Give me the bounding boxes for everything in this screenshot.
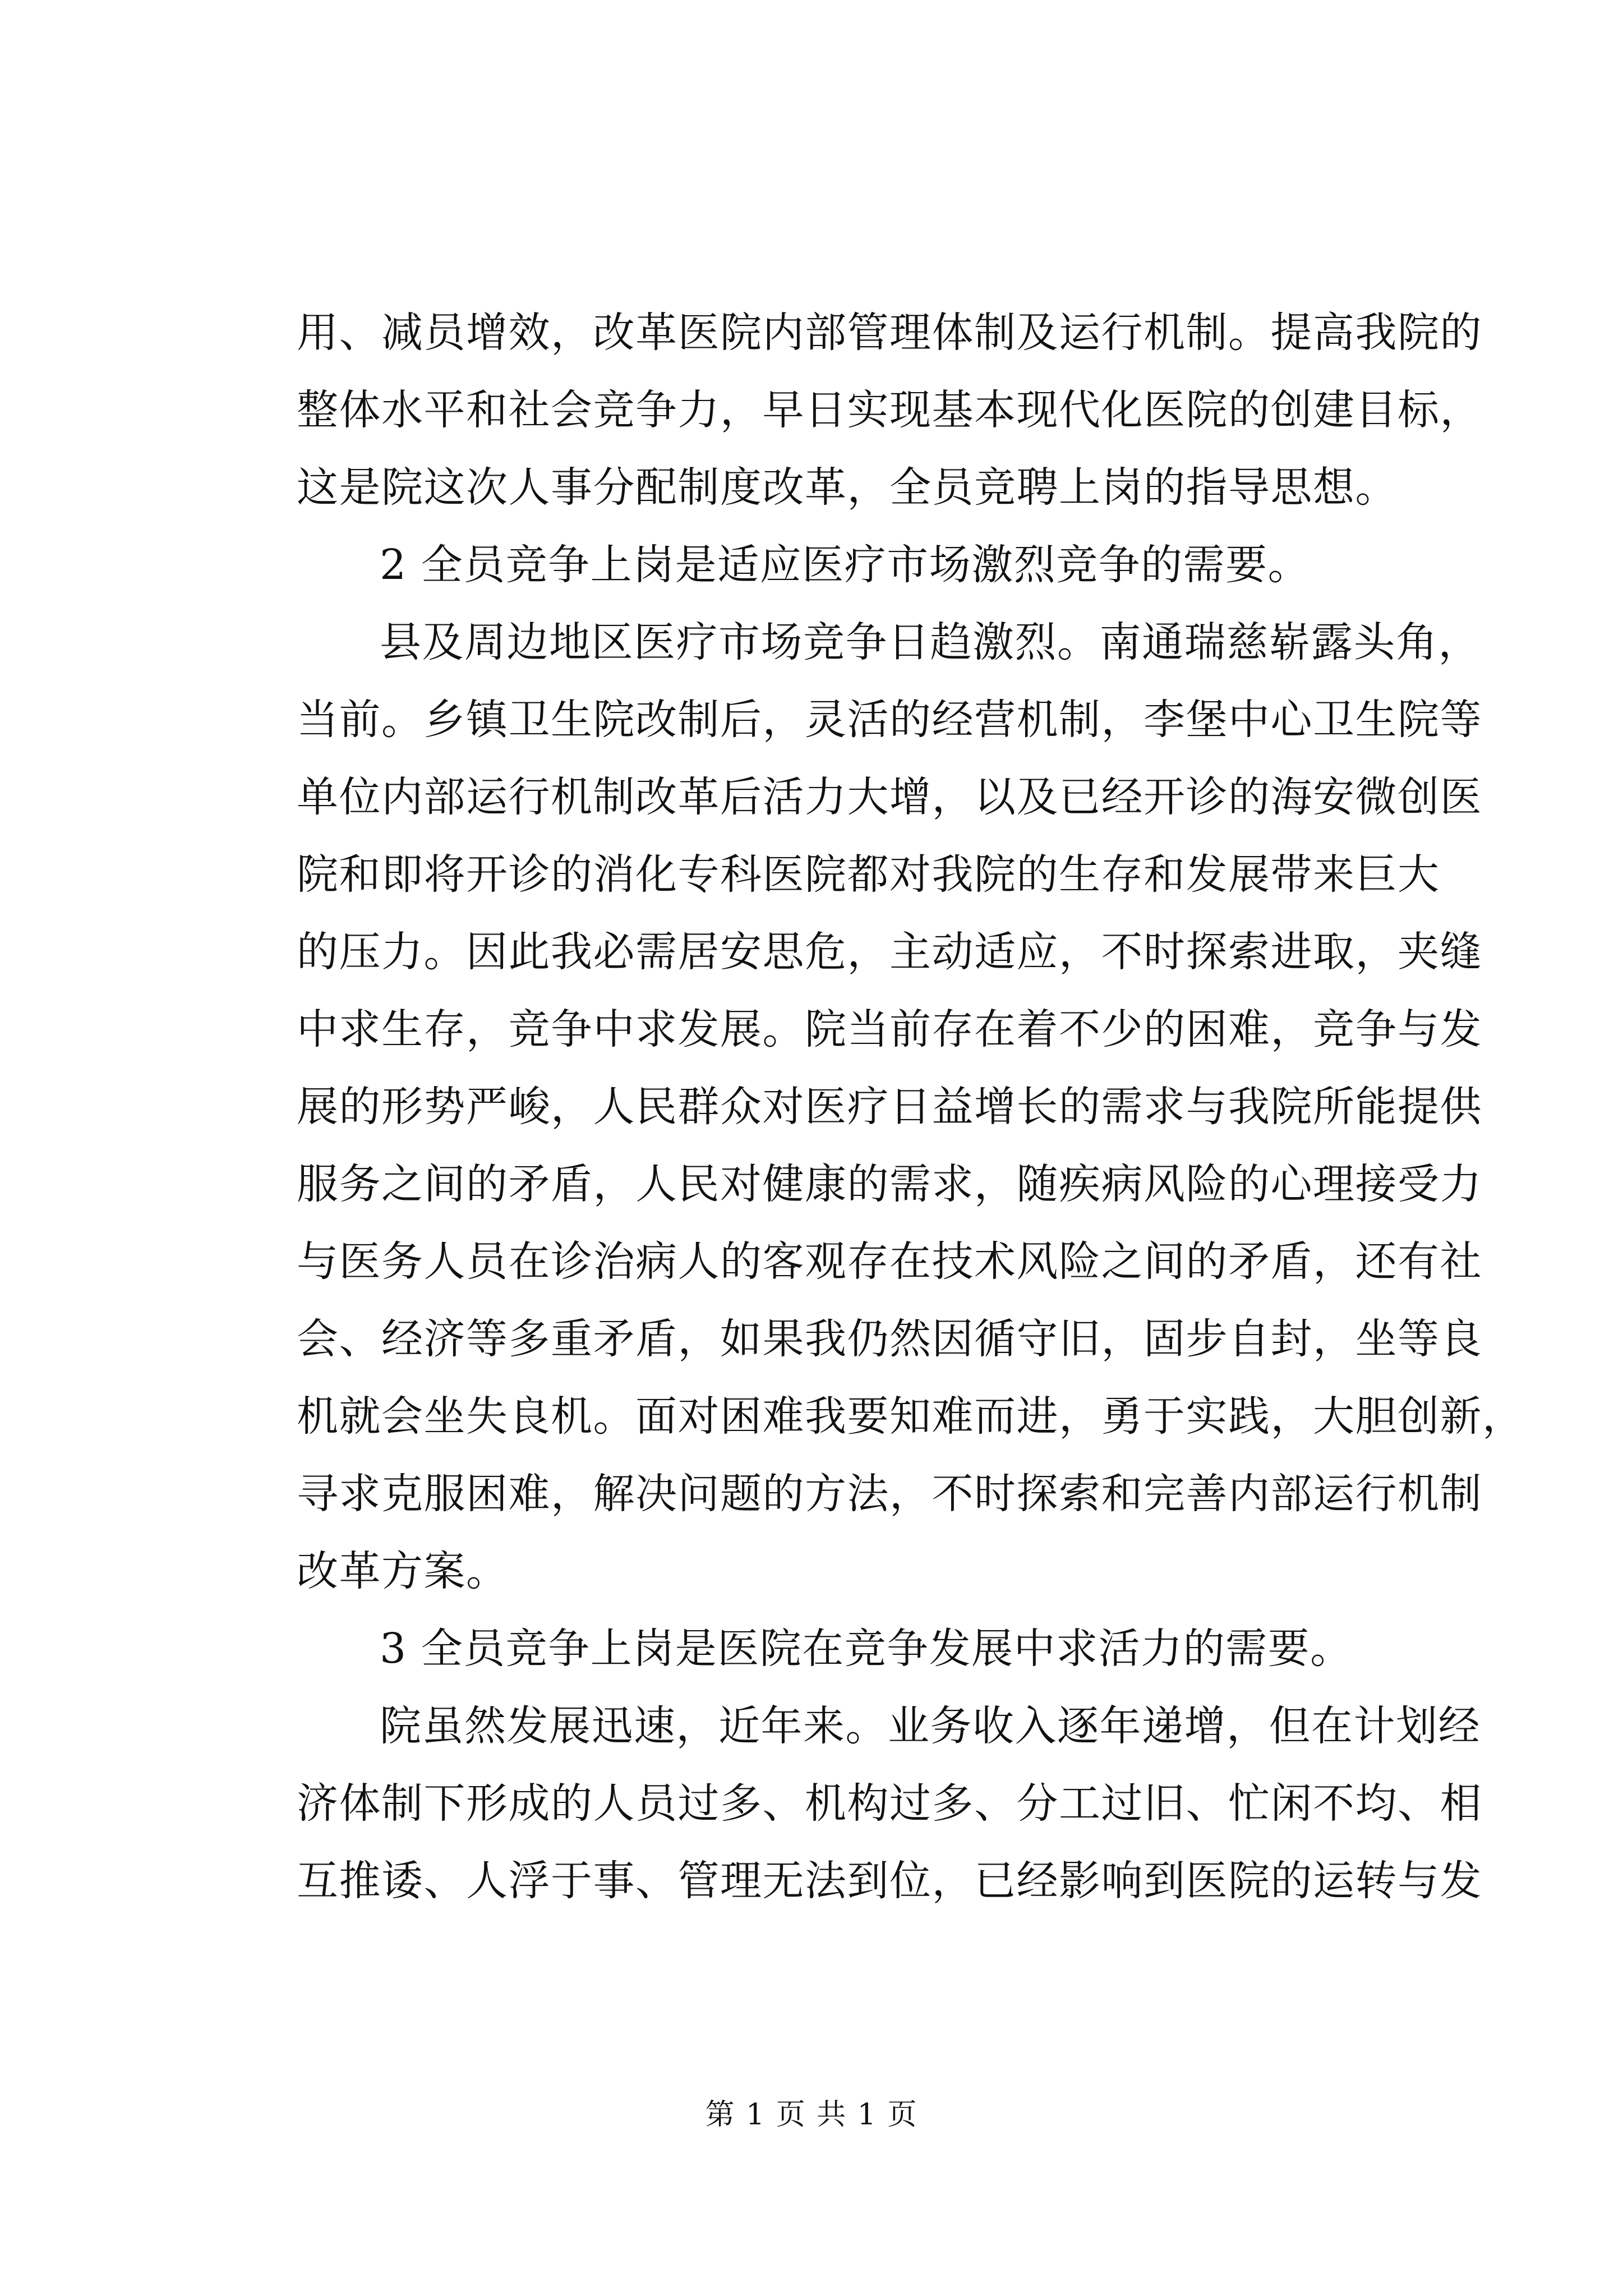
section-heading: 3 全员竞争上岗是医院在竞争发展中求活力的需要。 [380,1625,1353,1673]
text-line: 中求生存，竞争中求发展。院当前存在着不少的困难，竞争与发 [297,1005,1482,1053]
page-number-footer: 第 1 页 共 1 页 [705,2098,918,2132]
section-heading: 2 全员竞争上岗是适应医疗市场激烈竞争的需要。 [380,541,1311,589]
text-line: 会、经济等多重矛盾，如果我仍然因循守旧，固步自封，坐等良 [297,1315,1482,1363]
text-line: 整体水平和社会竞争力，早日实现基本现代化医院的创建目标， [297,386,1482,434]
text-line: 单位内部运行机制改革后活力大增，以及已经开诊的海安微创医 [297,773,1482,821]
text-line: 这是院这次人事分配制度改革，全员竞聘上岗的指导思想。 [297,463,1398,512]
text-line: 服务之间的矛盾，人民对健康的需求，随疾病风险的心理接受力 [297,1160,1482,1208]
text-line: 院虽然发展迅速，近年来。业务收入逐年递增，但在计划经 [380,1702,1481,1750]
text-line: 改革方案。 [297,1547,509,1595]
text-line: 的压力。因此我必需居安思危，主动适应，不时探索进取，夹缝 [297,928,1482,976]
text-line: 用、减员增效，改革医院内部管理体制及运行机制。提高我院的 [297,309,1482,357]
text-line: 机就会坐失良机。面对困难我要知难而进，勇于实践，大胆创新， [297,1392,1525,1441]
text-line: 互推诿、人浮于事、管理无法到位，已经影响到医院的运转与发 [297,1857,1482,1905]
text-line: 当前。乡镇卫生院改制后，灵活的经营机制，李堡中心卫生院等 [297,696,1482,744]
text-line: 院和即将开诊的消化专科医院都对我院的生存和发展带来巨大 [297,850,1440,899]
text-line: 展的形势严峻，人民群众对医疗日益增长的需求与我院所能提供 [297,1083,1482,1131]
text-line: 寻求克服困难，解决问题的方法，不时探索和完善内部运行机制 [297,1470,1482,1518]
text-line: 县及周边地区医疗市场竞争日趋激烈。南通瑞慈崭露头角， [380,618,1481,666]
text-line: 与医务人员在诊治病人的客观存在技术风险之间的矛盾，还有社 [297,1237,1482,1286]
text-line: 济体制下形成的人员过多、机构过多、分工过旧、忙闲不均、相 [297,1779,1482,1828]
